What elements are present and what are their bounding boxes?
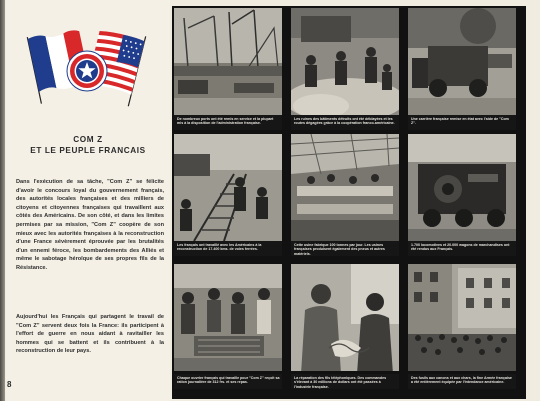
caption-7: Chaque ouvrier français qui travaille pour "Com Z" reçoit sa ration journalière de 312 frs. et ses repas. bbox=[174, 374, 282, 389]
town-street-crowd-photo bbox=[408, 264, 516, 371]
intro-paragraph: Dans l'exécution de sa tâche, "Com Z" se félicite d'avoir le concours loyal du gouvernement français, des autorités locales françaises et des milliers de citoyens et citoyennes françaises qui travaillent aux côtés des Américains. De son côté, et dans les limites permises par sa mission, "Com Z" coopère de son mieux avec les autorités françaises à la reconstruction d'une France sévèrement éprouvée par les brutalités d'un ennemi féroce, les bombardements des Alliés et même le sabotage héroïque de ses propres fils de la Résistance. bbox=[16, 179, 164, 271]
caption-2: Les ruines des bâtiments détruits ont été déblayées et les routes dégagées grâce à la coopération franco-américaine. bbox=[291, 115, 399, 130]
caption-4: Les français ont travaillé avec les Américains à la reconstruction de 17.400 kms. de voies ferrées. bbox=[174, 241, 282, 256]
page-title bbox=[6, 134, 170, 156]
caption-5: Cette usine fabrique 100 tonnes par jour. Les usines françaises produisent également des pneus et autres matériels. bbox=[291, 241, 399, 256]
page-number: 8 bbox=[7, 380, 12, 389]
caption-3: Une carrière française remise en état avec l'aide de "Com Z". bbox=[408, 115, 516, 130]
flags-emblem-icon bbox=[20, 27, 154, 113]
locomotive-works-photo bbox=[408, 134, 516, 241]
harbor-cranes-photo bbox=[174, 8, 282, 115]
closing-paragraph: Aujourd'hui les Français qui partagent le travail de "Com Z" servent deux fois la France: ils participent à l'effort de guerre en nous aidant à ravitailler les hommes qui se battent et ils contribuent à la reconstruction de leur pays. bbox=[16, 314, 164, 355]
caption-9: Des fusils aux canons et aux chars, la fine Armée française a été entièrement équipée par l'intendance américaine. bbox=[408, 374, 516, 389]
caption-8: La réparation des fils téléphoniques. Des commandes s'élevant à 30 millions de dollars ont été passées à l'industrie française. bbox=[291, 374, 399, 389]
quarry-machinery-photo bbox=[408, 8, 516, 115]
telephone-cable-repair-photo bbox=[291, 264, 399, 371]
page-binding-edge bbox=[0, 0, 5, 401]
food-supply-workers-photo bbox=[174, 264, 282, 371]
rubble-clearing-photo bbox=[291, 8, 399, 115]
photo-grid bbox=[172, 6, 526, 399]
caption-1: De nombreux ports ont été remis en service et la plupart mis à la disposition de l'administration française. bbox=[174, 115, 282, 130]
title-line-1: COM Z bbox=[73, 135, 103, 144]
caption-6: 1.700 locomotives et 20.000 wagons de marchandises ont été rendus aux Français. bbox=[408, 241, 516, 256]
title-line-2: ET LE PEUPLE FRANCAIS bbox=[30, 146, 146, 155]
factory-workshop-photo bbox=[291, 134, 399, 241]
railroad-repair-photo bbox=[174, 134, 282, 241]
